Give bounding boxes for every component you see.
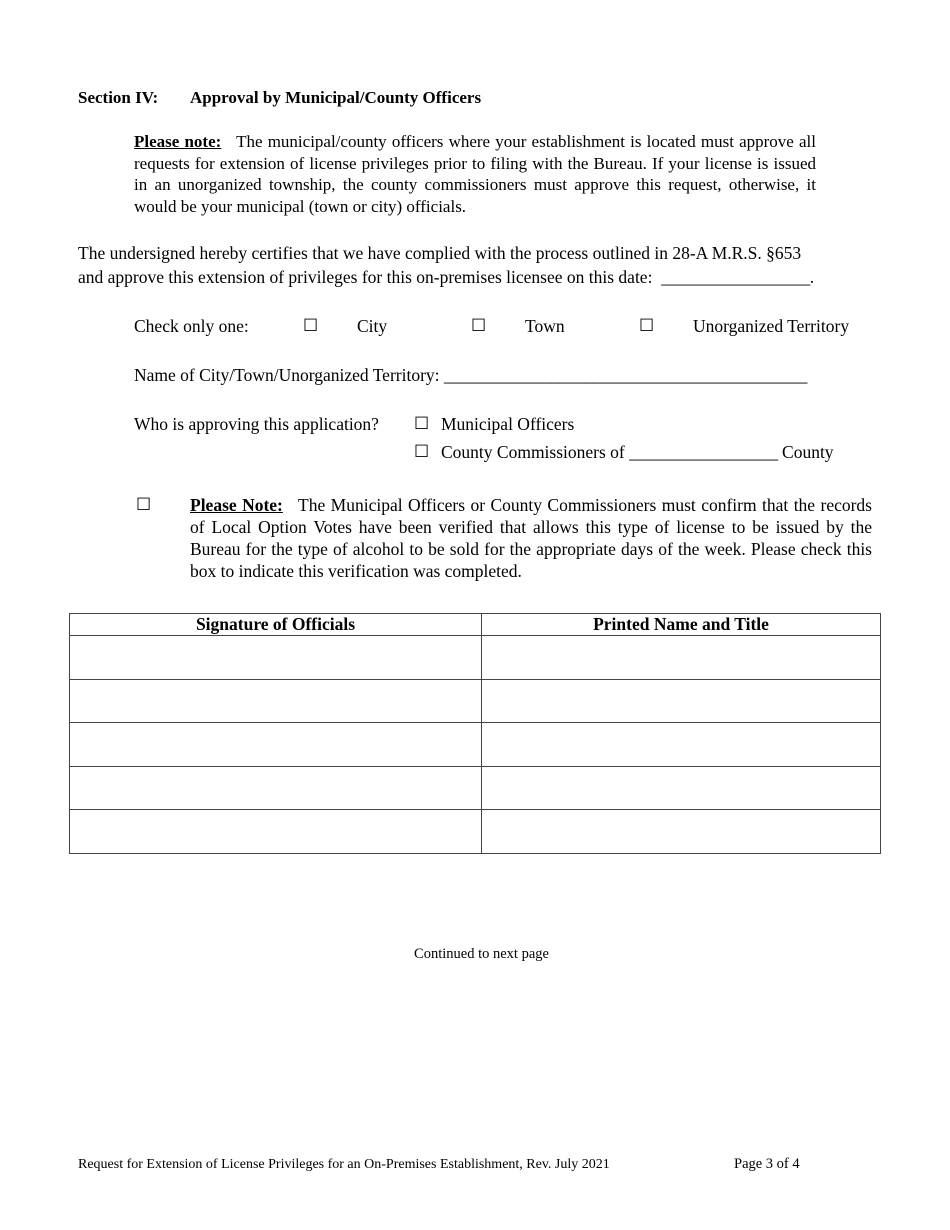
- section-title: Approval by Municipal/County Officers: [190, 88, 482, 107]
- municipal-officers-label: Municipal Officers: [441, 414, 575, 434]
- printed-name-cell[interactable]: [482, 723, 881, 767]
- certification-line-1: The undersigned hereby certifies that we have complied with the process outlined in 28-A M.R.S. §653: [78, 243, 802, 263]
- section-heading: [78, 88, 481, 108]
- name-field-label: Name of City/Town/Unorganized Territory:: [134, 365, 440, 385]
- town-option-label: Town: [525, 316, 565, 336]
- signature-cell[interactable]: [70, 810, 482, 854]
- please-note-text: The municipal/county officers where your establishment is located must approve all requests for extension of license privileges prior to filing with the Bureau. If your license is issued in an unorganized township, the county commissioners must approve this request, otherwise, it would be your municipal (town or city) officials.: [134, 132, 816, 216]
- name-field-input[interactable]: ____________________________________________: [443, 365, 807, 385]
- unorganized-territory-option-label: Unorganized Territory: [693, 316, 850, 336]
- municipal-officers-checkbox[interactable]: ☐: [414, 414, 430, 434]
- signature-table: [69, 613, 881, 854]
- verification-note-text: The Municipal Officers or County Commissioners must confirm that the records of Local Option Votes have been verified that allows this type of license to be issued by the Bureau for the type of alcohol to be sold for the appropriate days of the week. Please check this box to indicate this verification was completed.: [190, 495, 872, 581]
- table-row: [70, 766, 881, 810]
- table-row: [70, 679, 881, 723]
- county-suffix-label: County: [782, 442, 834, 462]
- footer-page-number: Page 3 of 4: [734, 1156, 800, 1172]
- verification-note-label: Please Note:: [190, 495, 283, 515]
- signature-cell[interactable]: [70, 723, 482, 767]
- county-commissioners-checkbox[interactable]: ☐: [414, 442, 430, 462]
- verification-note: [190, 494, 872, 582]
- signature-cell[interactable]: [70, 636, 482, 680]
- approver-question: Who is approving this application?: [134, 414, 379, 434]
- printed-name-cell[interactable]: [482, 766, 881, 810]
- section-number: Section IV:: [78, 88, 159, 107]
- certification-paragraph: [78, 241, 878, 289]
- town-checkbox[interactable]: ☐: [471, 316, 487, 336]
- table-row: [70, 636, 881, 680]
- county-commissioners-label: County Commissioners of: [441, 442, 625, 462]
- certification-line-2-text: and approve this extension of privileges for this on-premises licensee on this date:: [78, 267, 653, 287]
- city-checkbox[interactable]: ☐: [303, 316, 319, 336]
- date-field[interactable]: __________________.: [661, 267, 814, 287]
- signature-table-header: [70, 614, 881, 636]
- signature-cell[interactable]: [70, 679, 482, 723]
- table-row: [70, 723, 881, 767]
- verification-checkbox[interactable]: ☐: [136, 495, 152, 515]
- printed-name-cell[interactable]: [482, 810, 881, 854]
- printed-name-cell[interactable]: [482, 636, 881, 680]
- certification-line-2: [78, 265, 878, 289]
- continued-text: Continued to next page: [414, 946, 549, 962]
- please-note-label: Please note:: [134, 132, 222, 151]
- signature-column-header: Signature of Officials: [70, 614, 482, 636]
- city-option-label: City: [357, 316, 388, 336]
- please-note-block: [134, 131, 816, 217]
- county-name-field[interactable]: __________________: [629, 442, 778, 462]
- unorganized-territory-checkbox[interactable]: ☐: [639, 316, 655, 336]
- name-field-row: [134, 365, 807, 386]
- printed-name-cell[interactable]: [482, 679, 881, 723]
- signature-cell[interactable]: [70, 766, 482, 810]
- check-only-one-label: Check only one:: [134, 316, 249, 336]
- county-commissioners-row: [441, 442, 834, 463]
- table-row: [70, 810, 881, 854]
- printed-name-column-header: Printed Name and Title: [482, 614, 881, 636]
- footer-form-title: Request for Extension of License Privileges for an On-Premises Establishment, Rev. July 2021: [78, 1157, 610, 1172]
